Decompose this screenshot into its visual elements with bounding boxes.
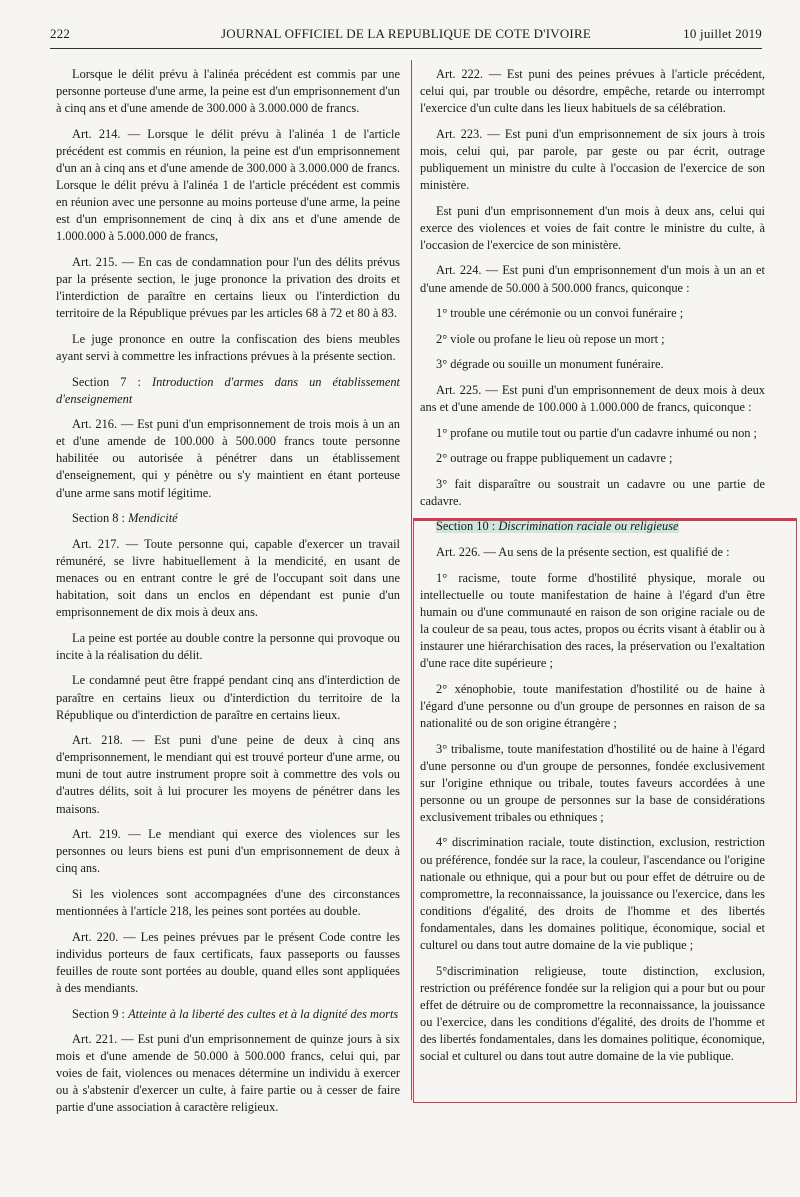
list-item: 2° viole ou profane le lieu où repose un mort ; bbox=[436, 331, 665, 346]
paragraph: Art. 215. — En cas de condamnation pour l'un des délits prévus par la présente section, le juge prononce la privation des droits et l'interdiction de paraître en certains lieux ou l'interdiction du territoire de la République prévues par les articles 68 à 72 et 80 à 83. bbox=[56, 254, 400, 321]
section-label: Section 8 : bbox=[72, 511, 125, 526]
list-item: 3° tribalisme, toute manifestation d'hostilité ou de haine à l'égard d'une personne ou d'un groupe de personnes, fondée exclusivement sur l'origine ethnique ou tribale, toutes faveurs accordées à une personne ou un groupe de personnes sur la base de considérations exclusivement tribales ou ethniques ; bbox=[420, 741, 765, 824]
paragraph: Est puni d'un emprisonnement d'un mois à deux ans, celui qui exerce des violences et voies de fait contre le ministre du culte, à l'occasion de l'exercice de son ministère. bbox=[420, 203, 765, 252]
journal-title: JOURNAL OFFICIEL DE LA REPUBLIQUE DE COTE D'IVOIRE bbox=[221, 26, 591, 41]
paragraph: Art. 219. — Le mendiant qui exerce des violences sur les personnes ou leurs biens est puni d'un emprisonnement de deux à cinq ans. bbox=[56, 827, 400, 876]
section-title: Atteinte à la liberté des cultes et à la dignité des morts bbox=[128, 1006, 399, 1021]
column-divider bbox=[411, 60, 412, 1100]
list-item: 5°discrimination religieuse, toute distinction, exclusion, restriction ou préférence fondée sur la religion qui a pour but ou pour effet de détruire ou de compromettre la reconnaissance, la jouissance ou l'exercice, dans les conditions d'égalité, des droits de l'homme et des libertés fondamentales, dans les domaines politique, économique, social et culturel ou dans tout autre domaine de la vie publique. bbox=[420, 963, 765, 1064]
section-heading bbox=[56, 374, 400, 408]
section-label: Section 7 : bbox=[72, 374, 141, 389]
issue-date: 10 juillet 2019 bbox=[683, 26, 762, 41]
list-item: 1° racisme, toute forme d'hostilité physique, morale ou intellectuelle ou toute manifestation de haine à l'égard d'un être humain ou d'une communauté en raison de son origine raciale ou de la couleur de sa peau, tous actes, propos ou écrits visant à établir ou à instaurer une hiérarchisation des races, la préservation ou l'exaltation d'une race dite supérieure ; bbox=[420, 570, 765, 671]
paragraph: Art. 216. — Est puni d'un emprisonnement de trois mois à un an et d'une amende de 100.000 à 500.000 francs toute personne habilitée ou autorisée à pénétrer dans un établissement d'enseignement, qui y pénètre ou s'y maintient en étant porteuse d'une arme sans motif légitime. bbox=[56, 417, 400, 500]
section-title: Mendicité bbox=[128, 511, 178, 526]
paragraph: Art. 220. — Les peines prévues par le présent Code contre les individus porteurs de faux certificats, faux passeports ou fausses feuilles de route sont portées au double, quand elles sont appliquées à des mendiants. bbox=[56, 929, 400, 995]
section-heading bbox=[56, 1006, 400, 1023]
paragraph: Art. 214. — Lorsque le délit prévu à l'alinéa 1 de l'article précédent est commis en réunion, la peine est d'un emprisonnement d'un an à cinq ans et d'une amende de 300.000 à 3.000.000 de francs. Lorsque le délit prévu à l'alinéa 1 de l'article précédent est commis en réunion avec une personne au moins porteuse d'une arme, la peine est d'un emprisonnement de cinq à dix ans et d'une amende de 1.000.000 à 5.000.000 de francs, bbox=[56, 126, 400, 244]
paragraph: Art. 217. — Toute personne qui, capable d'exercer un travail rémunéré, se livre habituellement à la mendicité, en usant de menaces ou en entrant contre le gré de l'occupant soit dans une habitation, soit dans un enclos en dépendant est punie d'un emprisonnement de dix mois à deux ans. bbox=[56, 536, 400, 620]
paragraph: Art. 223. — Est puni d'un emprisonnement de six jours à trois mois, celui qui, par parole, par geste ou par écrit, outrage publiquement un ministre du culte à l'occasion de l'exercice de son ministère. bbox=[420, 126, 765, 193]
list-item: 4° discrimination raciale, toute distinction, exclusion, restriction ou préférence, fondée sur la race, la couleur, l'ascendance ou l'origine nationale ou ethnique, qui a pour but ou pour effet de détruire ou de compromettre, la reconnaissance, la jouissance ou l'exercice, dans les conditions d'égalité, des droits de l'homme et des libertés fondamentales, dans les domaines politique, économique, social et culturel ou dans tout autre domaine de la vie publique ; bbox=[420, 835, 765, 953]
paragraph: Le juge prononce en outre la confiscation des biens meubles ayant servi à commettre les infractions prévues à la présente section. bbox=[56, 331, 400, 363]
list-item: 1° profane ou mutile tout ou partie d'un cadavre inhumé ou non ; bbox=[436, 425, 758, 440]
list-item: 3° dégrade ou souille un monument funéraire. bbox=[436, 357, 664, 372]
section-heading bbox=[56, 510, 400, 527]
header-rule bbox=[50, 48, 762, 49]
section-title: Discrimination raciale ou religieuse bbox=[498, 519, 679, 534]
list-item: 2° outrage ou frappe publiquement un cadavre ; bbox=[436, 451, 673, 466]
paragraph: Art. 221. — Est puni d'un emprisonnement de quinze jours à six mois et d'une amende de 50.000 à 500.000 francs, celui qui, par voies de fait, violences ou menaces détermine un individu à exercer ou à s'abstenir d'exercer un culte, à faire partie ou à cesser de faire partie d'une association à caractère religieux. bbox=[56, 1032, 400, 1115]
list-item: 1° trouble une cérémonie ou un convoi funéraire ; bbox=[436, 306, 684, 321]
paragraph: Art. 218. — Est puni d'une peine de deux à cinq ans d'emprisonnement, le mendiant qui est trouvé porteur d'une arme, ou muni de tout autre instrument propre soit à commettre des vols ou d'autres délits, soit à lui procurer les moyens de pénétrer dans les maisons. bbox=[56, 733, 400, 816]
section-label: Section 10 : bbox=[436, 519, 496, 534]
section-title: Introduction d'armes dans un établissement d'enseignement bbox=[56, 374, 400, 406]
paragraph: Art. 222. — Est puni des peines prévues à l'article précédent, celui qui, par trouble ou désordre, empêche, retarde ou interrompt l'exercice d'un culte dans les lieux habituels de sa célébration. bbox=[420, 67, 765, 116]
right-column bbox=[420, 66, 765, 1074]
left-column bbox=[56, 66, 400, 1125]
page-header bbox=[50, 26, 762, 48]
paragraph: Art. 224. — Est puni d'un emprisonnement d'un mois à un an et d'une amende de 50.000 à 500.000 francs, quiconque : bbox=[420, 263, 765, 295]
paragraph: Lorsque le délit prévu à l'alinéa précédent est commis par une personne porteuse d'une arme, la peine est d'un emprisonnement d'un à cinq ans et d'une amende de 300.000 à 3.000.000 de francs. bbox=[56, 67, 400, 116]
list-item: 2° xénophobie, toute manifestation d'hostilité ou de haine à l'égard d'une personne ou d'un groupe de personnes en raison de sa nationalité ou de son origine étrangère ; bbox=[420, 681, 765, 730]
section-label: Section 9 : bbox=[72, 1006, 125, 1021]
section-heading bbox=[420, 518, 765, 535]
paragraph: Si les violences sont accompagnées d'une des circonstances mentionnées à l'article 218, les peines sont portées au double. bbox=[56, 886, 400, 919]
paragraph: Art. 225. — Est puni d'un emprisonnement de deux mois à deux ans et d'une amende de 100.000 à 1.000.000 de francs, quiconque : bbox=[420, 382, 765, 414]
paragraph: Art. 226. — Au sens de la présente section, est qualifié de : bbox=[436, 545, 730, 560]
list-item: 3° fait disparaître ou soustrait un cadavre ou une partie de cadavre. bbox=[420, 476, 765, 508]
paragraph: La peine est portée au double contre la personne qui provoque ou incite à la réalisation du délit. bbox=[56, 630, 400, 662]
paragraph: Le condamné peut être frappé pendant cinq ans d'interdiction de paraître en certains lieux ou d'interdiction du territoire de la République ou d'interdiction de paraître en certains lieux. bbox=[56, 673, 400, 722]
page-number: 222 bbox=[50, 26, 71, 41]
